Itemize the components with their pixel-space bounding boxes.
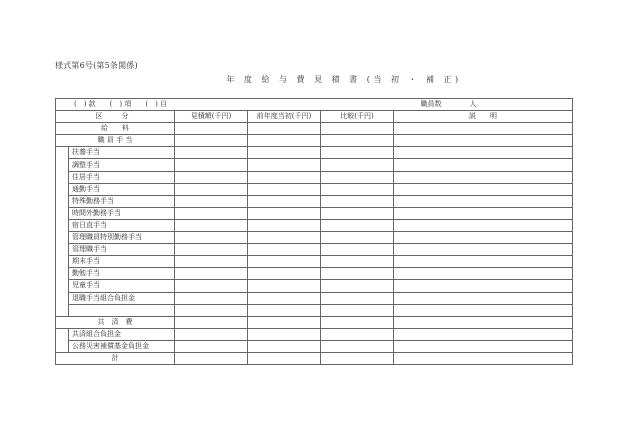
table-row xyxy=(56,207,573,219)
column-estimate: 見積額(千円) xyxy=(175,111,248,123)
row-label: 共済組合負担金 xyxy=(69,328,175,340)
row-label: 宿日直手当 xyxy=(69,219,175,231)
document-title: 年 度 給 与 費 見 積 書 (当 初 ・ 補 正) xyxy=(226,75,462,84)
row-label: 扶養手当 xyxy=(69,147,175,159)
table-row xyxy=(56,183,573,195)
row-label: 調整手当 xyxy=(69,159,175,171)
column-prev-year: 前年度当初(千円) xyxy=(248,111,321,123)
column-explanation: 説 明 xyxy=(394,111,573,123)
row-label: 退職手当組合負担金 xyxy=(69,292,175,304)
row-label: 通勤手当 xyxy=(69,183,175,195)
row-blank xyxy=(56,304,573,316)
allowance-rows xyxy=(56,147,573,304)
row-label: 住居手当 xyxy=(69,171,175,183)
header-row-columns xyxy=(56,111,573,123)
table-row xyxy=(56,159,573,171)
column-division: 区 分 xyxy=(56,111,175,123)
row-label: 職 員 手 当 xyxy=(56,135,175,147)
row-label: 特殊勤務手当 xyxy=(69,195,175,207)
table-row xyxy=(56,219,573,231)
row-label: 計 xyxy=(56,352,175,364)
row-label: 管理職員特別勤務手当 xyxy=(69,232,175,244)
row-salary xyxy=(56,123,573,135)
table-row xyxy=(56,280,573,292)
row-label: 児童手当 xyxy=(69,280,175,292)
row-label: 公務災害補償基金負担金 xyxy=(69,340,175,352)
row-staff-allowance xyxy=(56,135,573,147)
table-row xyxy=(56,195,573,207)
row-label: 勤勉手当 xyxy=(69,268,175,280)
row-total xyxy=(56,352,573,364)
salary-estimate-table xyxy=(55,98,573,365)
table-row xyxy=(56,328,573,340)
table-row xyxy=(56,292,573,304)
table-row xyxy=(56,268,573,280)
row-label: 給 料 xyxy=(56,123,175,135)
table-row xyxy=(56,147,573,159)
row-label: 期末手当 xyxy=(69,256,175,268)
table-row xyxy=(56,171,573,183)
mutual-aid-rows xyxy=(56,328,573,352)
table-row xyxy=(56,340,573,352)
table-row xyxy=(56,232,573,244)
row-mutual-aid xyxy=(56,316,573,328)
column-comparison: 比較(千円) xyxy=(321,111,394,123)
row-label: 時間外勤務手当 xyxy=(69,207,175,219)
table-row xyxy=(56,244,573,256)
form-number-label: 様式第6号(第5条関係) xyxy=(55,61,138,70)
row-label: 共 済 費 xyxy=(56,316,175,328)
row-label: 管理職手当 xyxy=(69,244,175,256)
header-row-category xyxy=(56,99,573,111)
category-label: ( ) 款 ( ) 項 ( ) 目 xyxy=(74,100,168,109)
staff-count-label: 職員数 人 xyxy=(420,100,477,109)
table-row xyxy=(56,256,573,268)
